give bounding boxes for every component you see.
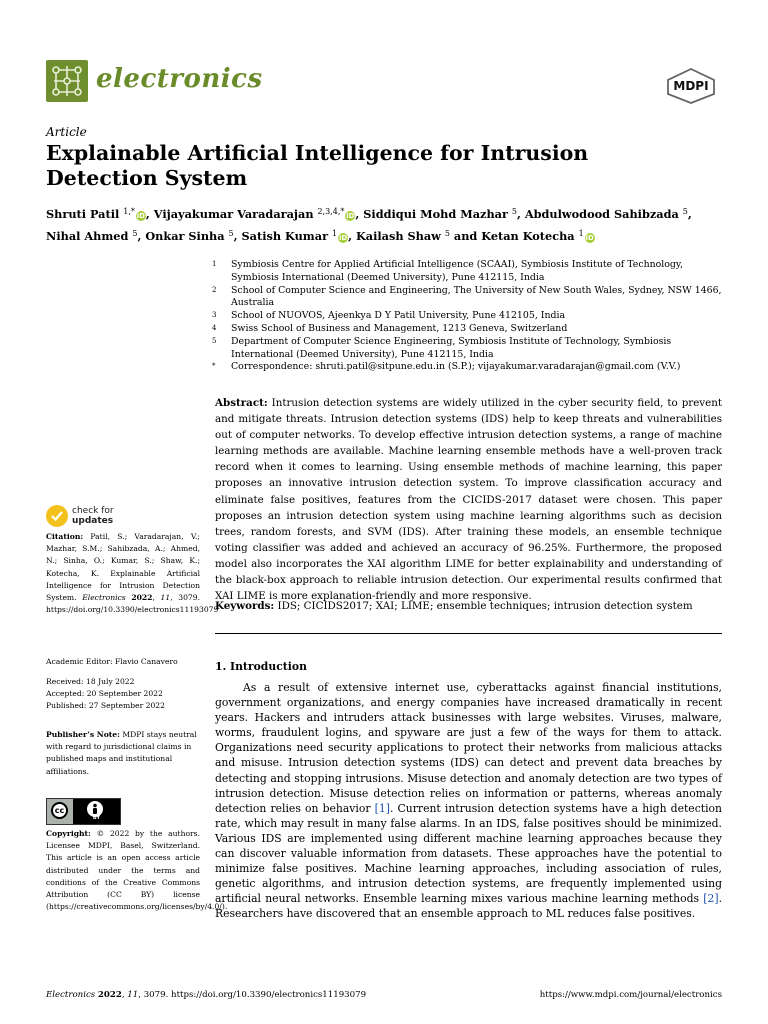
author-affiliation-marker: 5 [511, 207, 517, 216]
abstract-text: Intrusion detection systems are widely utilized in the cyber security field, to prevent and mitigate threats. Intrusion detection systems (IDS) help to keep threats and vulnerabilities out of computer networks. To develop effective intrusion detection systems, a range of machine learning methods are available. Machine learning ensemble methods have a well-proven track record when it comes to learning. Using ensemble methods of machine learning, this paper proposes an innovative intrusion detection system. To improve classification accuracy and eliminate false positives, features from the CICIDS-2017 dataset were chosen. This paper proposes an intrusion detection system using machine learning algorithms such as decision trees, random forests, and SVM (IDS). After training these models, an ensemble technique voting classifier was added and achieved an accuracy of 96.25%. Furthermore, the proposed model also incorporates the XAI algorithm LIME for better explainability and understanding of the black-box approach to reliable intrusion detection. Our experimental results confirmed that XAI LIME is more explanation-friendly and more responsive. [215, 397, 722, 603]
intro-text-1: As a result of extensive internet use, cyberattacks against financial institutions, government organizations, and energy companies have increased dramatically in recent years. Hackers and intruders attack businesses with large websites. Viruses, malware, worms, fraudulent logins, and spyware are just a few of the ways for them to attack. Organizations need security applications to protect their networks from malicious attacks and misuse. Intrusion detection systems (IDS) can detect and prevent data breaches by detecting and stopping intrusions. Misuse detection and anomaly detection are two types of intrusion detection. Misuse detection relies on information or patterns, whereas anomaly detection relies on behavior [215, 681, 722, 815]
affiliation-item [212, 361, 722, 374]
footer-doi-link[interactable]: , 3079. https://doi.org/10.3390/electronics11193079 [138, 990, 367, 1000]
abstract [215, 395, 722, 604]
publication-dates [46, 676, 200, 713]
affiliation-item [212, 323, 722, 336]
affiliation-text: School of Computer Science and Engineering, The University of New South Wales, Sydney, NSW 1466, Australia [231, 284, 722, 309]
publisher-note [46, 729, 200, 778]
section-heading-introduction: 1. Introduction [215, 660, 307, 673]
intro-text-3: . Researchers have discovered that an ensemble approach to ML reduces false positives. [215, 892, 722, 921]
footer-citation: Electronics 2022, 11, 3079. https://doi.org/10.3390/electronics11193079 [46, 990, 367, 1000]
copyright-label: Copyright: [46, 829, 91, 838]
author-name[interactable]: Onkar Sinha [145, 229, 225, 243]
publisher-note-label: Publisher’s Note: [46, 730, 120, 739]
received-date: Received: 18 July 2022 [46, 677, 135, 686]
author-name[interactable]: Vijayakumar Varadarajan [153, 207, 314, 221]
affiliation-text: Swiss School of Business and Management, 1213 Geneva, Switzerland [231, 322, 568, 334]
section-divider [215, 633, 722, 634]
footer-volume: 11 [127, 990, 139, 1000]
abstract-label: Abstract: [215, 397, 268, 409]
orcid-icon[interactable]: iD [338, 234, 348, 242]
affiliation-text: Department of Computer Science Engineering, Symbiosis Institute of Technology, Symbiosis International (Deemed University), Pune 412115, India [231, 335, 672, 360]
author-affiliation-marker: 1 [578, 229, 584, 238]
check-for-updates-label: check for updates [72, 506, 114, 526]
affiliation-number: 1 [212, 260, 217, 268]
citation-block: Citation: Patil, S.; Varadarajan, V.; Mazhar, S.M.; Sahibzada, A.; Ahmed, N.; Sinha, O.; Kumar, S.; Shaw, K.; Kotecha, K. Explainable Artificial Intelligence for Intrusion Detection System. Electronics 2022, 11, 3079. https://doi.org/10.3390/electronics11193079 [46, 532, 219, 615]
footer-journal-url[interactable]: https://www.mdpi.com/journal/electronics [539, 990, 722, 1000]
affiliation-text: Symbiosis Centre for Applied Artificial Intelligence (SCAAI), Symbiosis Institute of Technology, Symbiosis International (Deemed University), Pune 412115, India [231, 259, 683, 283]
check-for-updates-icon [46, 505, 68, 527]
author-affiliation-marker: 2,3,4,* [317, 207, 345, 216]
mdpi-logo-icon[interactable] [666, 68, 716, 104]
author-name[interactable]: Satish Kumar [241, 229, 329, 243]
affiliation-number: * [212, 362, 216, 371]
author-name[interactable]: Shruti Patil [46, 207, 120, 221]
affiliation-text: Correspondence: shruti.patil@sitpune.edu.in (S.P.); vijayakumar.varadarajan@gmail.com (V.V.) [231, 361, 681, 373]
author-name[interactable]: Kailash Shaw [355, 229, 441, 243]
citation-label: Citation: [46, 532, 84, 541]
electronics-logo-icon [46, 60, 88, 102]
published-date: Published: 27 September 2022 [46, 701, 165, 711]
affiliation-number: 3 [212, 311, 217, 320]
cc-by-license-icon[interactable] [46, 798, 121, 825]
footer-journal: Electronics [46, 990, 96, 1000]
affiliation-item [212, 285, 722, 311]
article-type: Article [46, 125, 87, 139]
reference-link-2[interactable]: [2] [703, 892, 719, 906]
author-affiliation-marker: 5 [132, 229, 138, 238]
keywords-label: Keywords: [215, 600, 275, 612]
orcid-icon[interactable]: iD [585, 234, 594, 242]
orcid-icon[interactable]: iD [136, 212, 145, 220]
copyright-block [46, 828, 228, 913]
cc-icon: cc [51, 802, 68, 819]
affiliation-text: School of NUOVOS, Ajeenkya D Y Patil University, Pune 412105, India [231, 310, 566, 322]
footer-year: 2022 [97, 990, 122, 1000]
affiliation-item [212, 336, 722, 362]
academic-editor: Academic Editor: Flavio Canavero [46, 657, 178, 666]
orcid-icon[interactable]: iD [346, 212, 355, 220]
author-affiliation-marker: 5 [228, 229, 234, 238]
author-name[interactable]: Nihal Ahmed [46, 229, 129, 243]
keywords-text: IDS; CICIDS2017; XAI; LIME; ensemble techniques; intrusion detection system [277, 600, 693, 612]
author-affiliation-marker: 1,* [123, 207, 135, 216]
cc-by-label: BY [92, 815, 101, 821]
author-affiliation-marker: 5 [682, 207, 688, 216]
author-list: Shruti Patil $^{1,*}$ iD, Vijayakumar Varadarajan $^{2,3,4,*}$ iD, Siddiqui Mohd Mazhar $^5$, Abdulwodood Sahibzada $^5$, Nihal Ahmed $^5$, Onkar Sinha $^5$, Satish Kumar $^1$ iD, Kailash Shaw $^5$ and Ketan Kotecha $^1$ iD [46, 207, 692, 243]
mdpi-logo-text: MDPI [673, 79, 709, 93]
affiliation-item [212, 259, 722, 285]
citation-text: Patil, S.; Varadarajan, V.; Mazhar, S.M.; Sahibzada, A.; Ahmed, N.; Sinha, O.; Kumar, S.; Shaw, K.; Kotecha, K. Explainable Artificial Intelligence for Intrusion Detection System. [46, 532, 200, 603]
introduction-paragraph [215, 680, 722, 922]
intro-text-2: . Current intrusion detection systems have a high detection rate, which may result in many false alarms. In an IDS, false positives should be minimized. Various IDS are implemented using different machine learning approaches because they can discover valuable information from datasets. These approaches have the potential to minimize false positives. Machine learning approaches, including association of rules, genetic algorithms, and intrusion detection systems, are frequently implemented using artificial neural networks. Ensemble learning mixes various machine learning methods [215, 801, 722, 906]
affiliations [212, 259, 722, 374]
author-name[interactable]: Abdulwodood Sahibzada [524, 207, 679, 221]
author-affiliation-marker: 1 [331, 229, 338, 238]
citation-volume: 11 [160, 593, 171, 603]
author-affiliation-marker: 5 [444, 229, 450, 238]
journal-name: electronics [96, 64, 263, 94]
citation-doi-link[interactable]: , 3079. https://doi.org/10.3390/electronics11193079 [46, 593, 219, 615]
affiliation-number: 4 [212, 323, 217, 332]
citation-year: 2022 [131, 593, 153, 603]
article-title: Explainable Artificial Intelligence for Intrusion Detection System [46, 141, 589, 190]
affiliation-item [212, 310, 722, 323]
author-name[interactable]: Siddiqui Mohd Mazhar [363, 207, 508, 221]
affiliation-number: 2 [212, 285, 217, 294]
check-for-updates-button[interactable] [46, 505, 166, 531]
publisher-note-text: MDPI stays neutral with regard to jurisdictional claims in published maps and institutional affiliations. [46, 730, 197, 776]
accepted-date: Accepted: 20 September 2022 [46, 689, 163, 699]
citation-journal: Electronics [82, 593, 126, 603]
reference-link-1[interactable]: [1] [374, 801, 390, 815]
keywords [215, 599, 722, 614]
affiliation-number: 5 [212, 336, 217, 345]
author-name[interactable]: Ketan Kotecha [481, 229, 575, 243]
copyright-text: © 2022 by the authors. Licensee MDPI, Basel, Switzerland. This article is an open access article distributed under the terms and conditions of the Creative Commons Attribution (CC BY) license (https://creativecommons.org/licenses/by/4.0/). [46, 829, 228, 912]
